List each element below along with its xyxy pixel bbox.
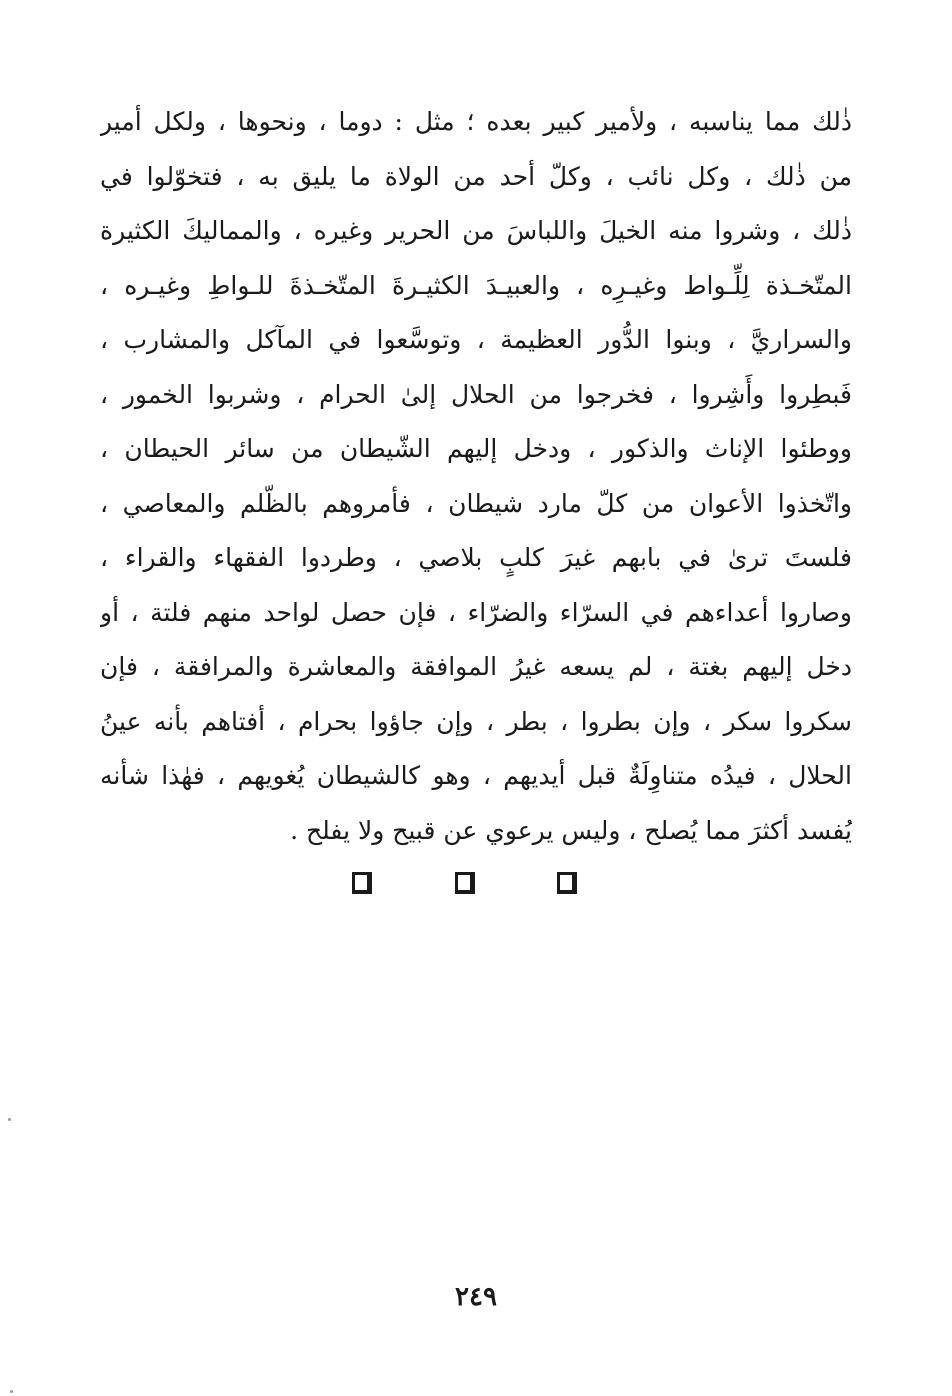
square-ornament-icon bbox=[557, 872, 577, 894]
text-line: دخل إليهم بغتة ، لم يسعه غيرُ الموافقة والمعاشرة والمرافقة ، فإن bbox=[100, 652, 852, 681]
square-ornament-icon bbox=[352, 872, 372, 894]
text-line: فلستَ ترىٰ في بابهم غيرَ كلبٍ بلاصي ، وطردوا الفقهاء والقراء ، bbox=[100, 543, 852, 572]
text-line: فَبطِروا وأَشِروا ، فخرجوا من الحلال إلىٰ الحرام ، وشربوا الخمور ، bbox=[100, 379, 852, 409]
text-line-last: يُفسد أكثرَ مما يُصلح ، وليس يرعوي عن قبيح ولا يفلح . bbox=[290, 815, 852, 845]
text-line: المتّخـذة لِلِّـواط وغيـرِه ، والعبيـدَ الكثيـرةَ المتّخـذةَ للـواطِ وغيـره ، bbox=[100, 270, 852, 300]
section-end-ornaments bbox=[0, 872, 952, 902]
text-line: الحلال ، فيدُه متناوِلَةٌ قبل أيديهم ، وهو كالشيطان يُغويهم ، فهٰذا شأنه bbox=[100, 761, 852, 790]
text-line: ذٰلك ، وشروا منه الخيلَ واللباسَ من الحرير وغيره ، والمماليكَ الكثيرة bbox=[100, 216, 852, 245]
text-line: واتّخذوا الأعوان من كلّ مارد شيطان ، فأمروهم بالظّلم والمعاصي ، bbox=[100, 488, 852, 518]
square-ornament-icon bbox=[455, 872, 475, 894]
text-line: وصاروا أعداءهم في السرّاء والضرّاء ، فإن حصل لواحد منهم فلتة ، أو bbox=[100, 597, 852, 627]
scan-speck bbox=[8, 1118, 11, 1121]
text-line: سكروا سكر ، وإن بطروا ، بطر ، وإن جاؤوا بحرام ، أفتاهم بأنه عينُ bbox=[100, 706, 852, 736]
page-number: ٢٤٩ bbox=[455, 1282, 497, 1312]
scan-speck bbox=[10, 1390, 13, 1393]
text-line: من ذٰلك ، وكل نائب ، وكلّ أحد من الولاة ما يليق به ، فتخوّلوا في bbox=[100, 161, 852, 191]
text-line: ذٰلك مما يناسبه ، ولأمير كبير بعده ؛ مثل : دوما ، ونحوها ، ولكل أمير bbox=[100, 107, 852, 136]
text-line: والسراريَّ ، وبنوا الدُّور العظيمة ، وتوسَّعوا في المآكل والمشارب ، bbox=[100, 325, 852, 354]
body-text bbox=[100, 95, 852, 858]
text-line: ووطئوا الإناث والذكور ، ودخل إليهم الشّيطان من سائر الحيطان ، bbox=[100, 434, 852, 463]
